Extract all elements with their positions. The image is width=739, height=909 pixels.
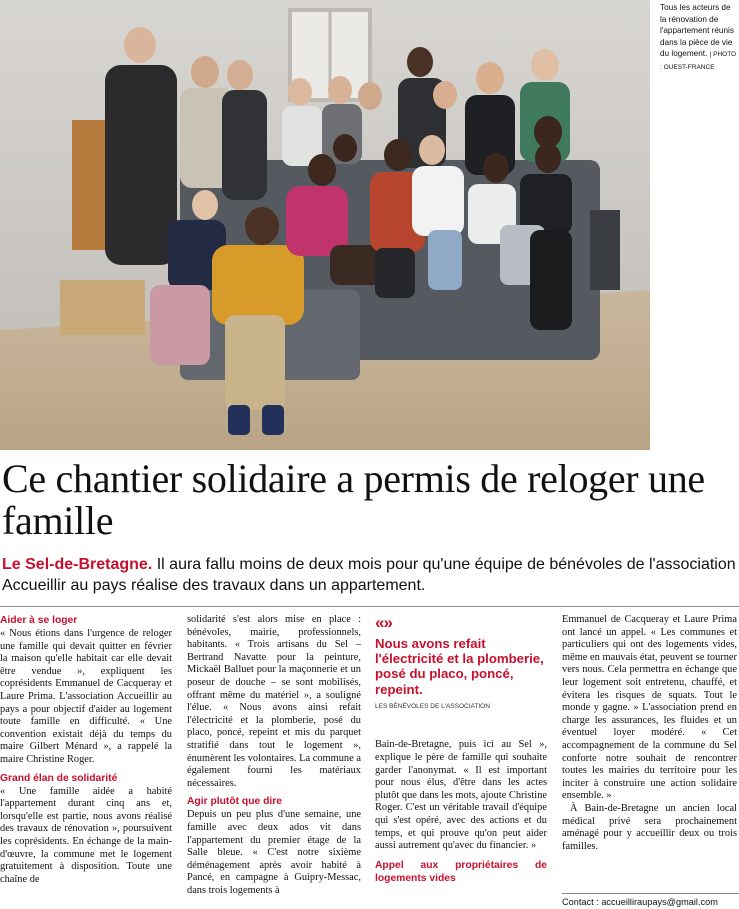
article-headline: Ce chantier solidaire a permis de reloger une famille [2,456,705,543]
column-1 [0,614,172,886]
photo-credit: | PHOTO : OUEST-FRANCE [660,51,737,71]
paragraph: À Bain-de-Bretagne un ancien local médical privé sera prochainement aménagé pour y accueillir deux ou trois familles. [562,802,737,852]
pull-quote: Nous avons refait l'électricité et la plomberie, posé du placo, poncé, repeint. [375,636,544,697]
group-photo [0,0,650,450]
paragraph: Bain-de-Bretagne, puis ici au Sel », explique le père de famille qui souhaite garder l'anonymat. « Il est important pour nous élus, d'être dans les actes plutôt que dans les mots, ajoute Christine Roger. C'est un véritable travail d'équipe qui s'est opéré, avec des actions et du temps, et qui prouve qu'on peut aider aussi autrement qu'avec du financier. » [375,739,547,852]
pull-quote-source: LES BÉNÉVOLES DE L'ASSOCIATION [375,702,490,710]
photo-caption-text: Tous les acteurs de la rénovation de l'appartement réunis dans la pièce de vie du logement. [660,3,734,59]
divider [0,606,739,607]
paragraph: « Nous étions dans l'urgence de reloger une famille qui devait quitter en février la maison qu'elle habitait car elle devait être vendue », expliquent les coprésidents Emmanuel de Cacqueray et Laure Prima. L'association Accueillir au pays a pour objectif d'aider au logement toute famille en difficulté. « Une convention existait déjà du temps du maire Gilbert Ménard », a rappelé la maire Christine Roger. [0,628,172,765]
paragraph: Emmanuel de Cacqueray et Laure Prima ont lancé un appel. « Les communes et particuliers qui ont des logements vides, même en mauvais état, peuvent se tourner vers nous. Cela permettra en échange que leur logement soit entretenu, chauffé, et évitera les risques de squats. Tout le monde y gagne. » L'association prend en charge les assurances, les fluides et un éventuel loyer modéré. « Cet accompagnement de la commune du Sel conforte notre souhait de rencontrer toutes les mairies du territoire pour les inciter à construire une action solidaire ensemble. » [562,614,737,802]
subheading-appel: Appel aux propriétaires de logements vides [375,859,547,884]
paragraph: Depuis un peu plus d'une semaine, une famille avec deux ados vit dans l'appartement du premier étage de la Salle bleue. « C'est notre sixième déménagement après avoir habité à Pancé, en campagne à Guipry-Messac, dans trois logements à [187,809,361,896]
column-3 [375,614,547,886]
subheading-agir: Agir plutôt que dire [187,796,282,808]
contact-email[interactable]: Contact : accueilliraupays@gmail.com [562,893,739,907]
paragraph: solidarité s'est alors mise en place : bénévoles, mairie, professionnels, habitants. « Trois artisans du Sel – Bertrand Navatte pour la peinture, Mickaël Balluet pour la maçonnerie et un poseur de douche – se sont mobilisés, offrant même du matériel », a souligné l'élue. « Nous avons ainsi refait l'électricité et la plomberie, posé du placo, poncé, repeint et mis du parquet stratifié dans tout le logement », énumèrent les volontaires. La commune a également fourni les matériaux nécessaires. [187,614,361,789]
dateline: Le Sel-de-Bretagne. [2,556,153,573]
lead-text: Il aura fallu moins de deux mois pour qu'une équipe de bénévoles de l'association Accueillir au pays réalise des travaux dans un appartement. [2,556,736,594]
group-photo-icon [0,0,650,450]
column-2 [187,614,361,897]
column-4 [562,614,737,892]
article-lead [2,554,737,596]
quote-icon: «» [375,614,392,632]
photo-caption [660,2,738,74]
paragraph: « Une famille aidée a habité l'appartement durant cinq ans et, lorsqu'elle est partie, nous avons réalisé des travaux de rénovation », poursuivent les coprésidents. En échange de la main-d'œuvre, la commune met le logement gratuitement à disposition. Toute une chaîne de [0,785,172,885]
subheading-elan: Grand élan de solidarité [0,772,118,784]
subheading-aider: Aider à se loger [0,615,78,626]
